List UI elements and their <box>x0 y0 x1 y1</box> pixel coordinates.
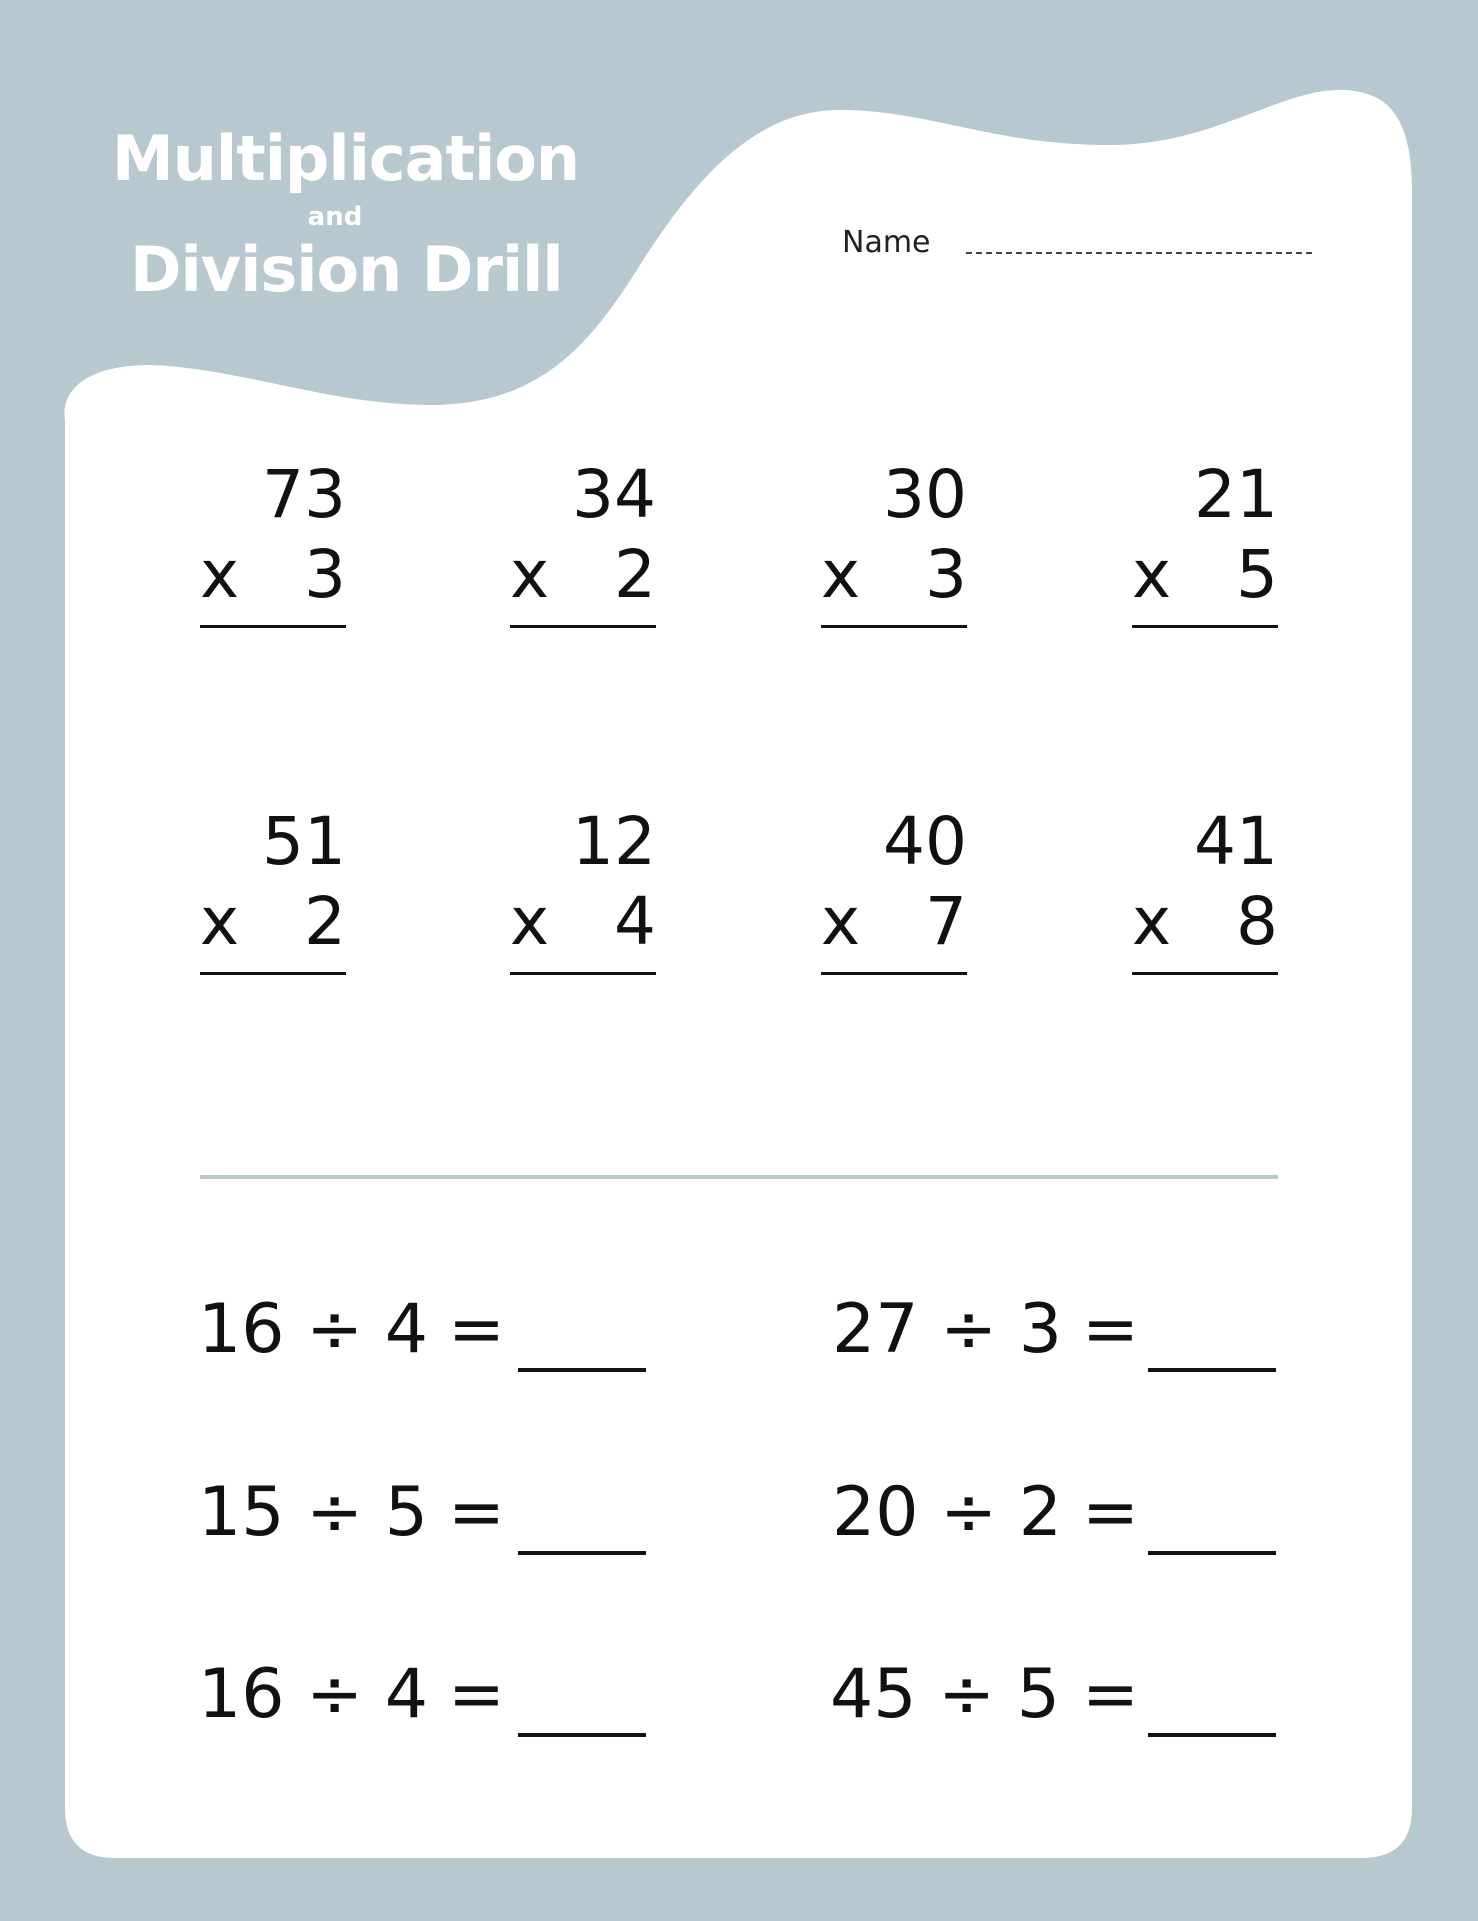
division-expression: 16 ÷ 4 <box>198 1655 428 1734</box>
answer-line[interactable] <box>821 625 967 628</box>
equals-sign: = <box>448 1290 505 1369</box>
worksheet-title-line1: Multiplication <box>112 122 580 195</box>
multiplication-problem <box>510 802 656 962</box>
worksheet-title-connector: and <box>307 202 363 232</box>
mult-top-number: 30 <box>883 456 967 533</box>
division-expression: 15 ÷ 5 <box>198 1473 428 1552</box>
mult-top-number: 12 <box>572 803 656 880</box>
equals-sign: = <box>1082 1473 1139 1552</box>
multiplication-problem <box>821 455 967 615</box>
mult-bottom-number: 8 <box>1236 883 1278 960</box>
mult-top-number: 21 <box>1194 456 1278 533</box>
mult-bottom-number: 5 <box>1236 536 1278 613</box>
multiplication-problem <box>1132 455 1278 615</box>
mult-top-number: 51 <box>262 803 346 880</box>
answer-line[interactable] <box>821 972 967 975</box>
division-expression: 27 ÷ 3 <box>832 1290 1062 1369</box>
multiplication-problem <box>200 455 346 615</box>
section-divider <box>200 1175 1278 1179</box>
mult-bottom-number: 3 <box>304 536 346 613</box>
answer-line[interactable] <box>1132 625 1278 628</box>
answer-blank[interactable] <box>1148 1551 1276 1555</box>
equals-sign: = <box>1082 1655 1139 1734</box>
answer-line[interactable] <box>1132 972 1278 975</box>
mult-top-number: 34 <box>572 456 656 533</box>
name-label: Name <box>842 225 931 260</box>
answer-blank[interactable] <box>518 1733 646 1737</box>
answer-line[interactable] <box>200 625 346 628</box>
mult-top-number: 73 <box>262 456 346 533</box>
answer-blank[interactable] <box>1148 1733 1276 1737</box>
times-symbol: x <box>821 883 861 960</box>
mult-top-number: 41 <box>1194 803 1278 880</box>
answer-blank[interactable] <box>518 1551 646 1555</box>
division-expression: 45 ÷ 5 <box>830 1655 1060 1734</box>
answer-blank[interactable] <box>518 1368 646 1372</box>
times-symbol: x <box>200 536 240 613</box>
name-input-line[interactable] <box>966 252 1312 254</box>
answer-blank[interactable] <box>1148 1368 1276 1372</box>
mult-bottom-number: 3 <box>925 536 967 613</box>
equals-sign: = <box>448 1473 505 1552</box>
multiplication-problem <box>821 802 967 962</box>
multiplication-problem <box>510 455 656 615</box>
multiplication-problem <box>200 802 346 962</box>
mult-bottom-number: 2 <box>614 536 656 613</box>
answer-line[interactable] <box>510 972 656 975</box>
division-expression: 16 ÷ 4 <box>198 1290 428 1369</box>
mult-bottom-number: 2 <box>304 883 346 960</box>
mult-top-number: 40 <box>883 803 967 880</box>
worksheet-title-line2: Division Drill <box>130 233 563 306</box>
division-expression: 20 ÷ 2 <box>832 1473 1062 1552</box>
times-symbol: x <box>1132 536 1172 613</box>
mult-bottom-number: 7 <box>925 883 967 960</box>
times-symbol: x <box>510 536 550 613</box>
equals-sign: = <box>448 1655 505 1734</box>
answer-line[interactable] <box>200 972 346 975</box>
times-symbol: x <box>821 536 861 613</box>
times-symbol: x <box>200 883 240 960</box>
multiplication-problem <box>1132 802 1278 962</box>
equals-sign: = <box>1082 1290 1139 1369</box>
mult-bottom-number: 4 <box>614 883 656 960</box>
times-symbol: x <box>510 883 550 960</box>
times-symbol: x <box>1132 883 1172 960</box>
answer-line[interactable] <box>510 625 656 628</box>
